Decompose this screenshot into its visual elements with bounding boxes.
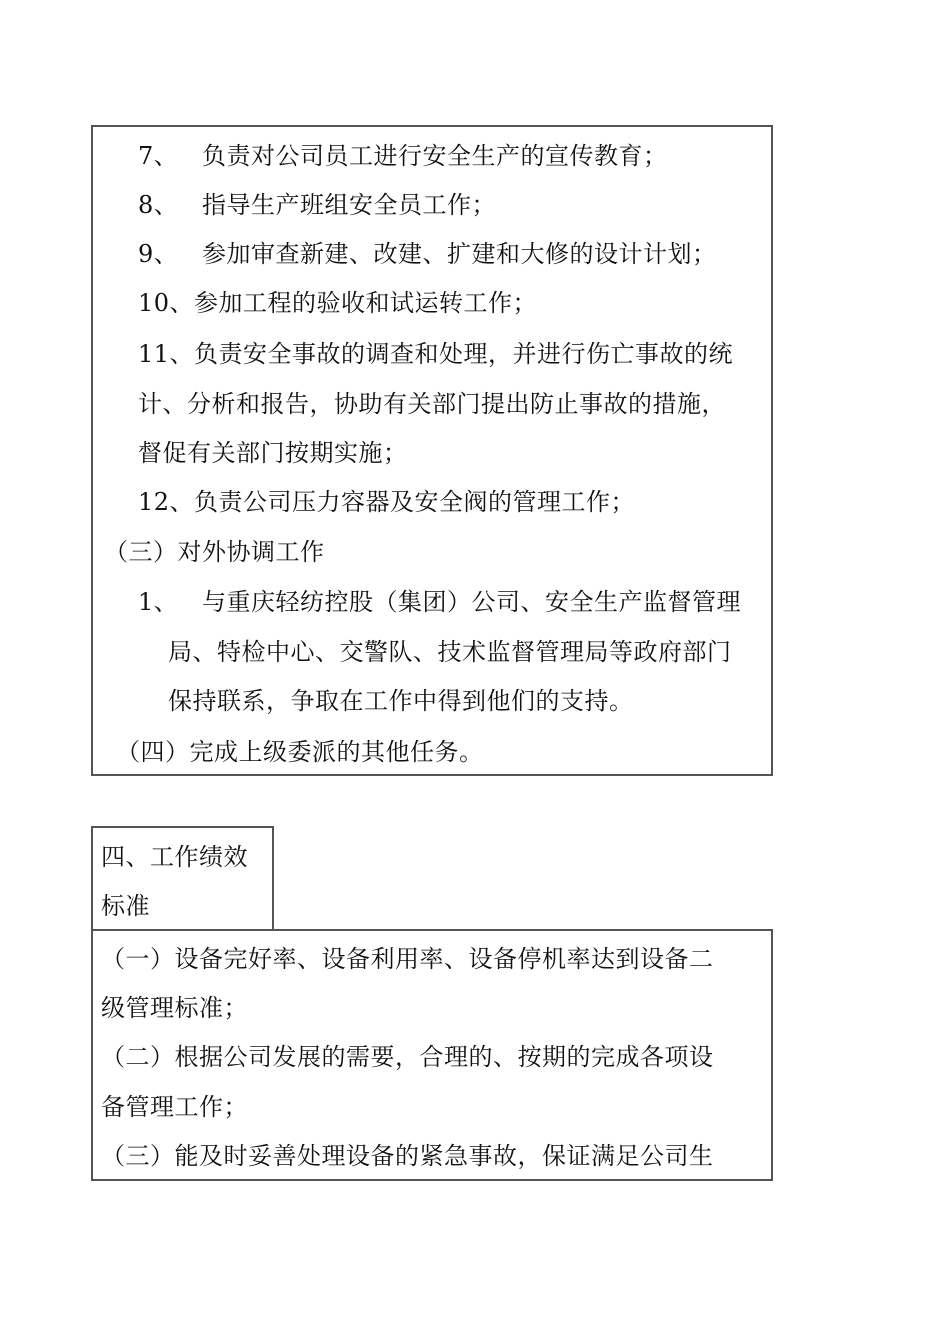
item-text: 指导生产班组安全员工作； — [202, 191, 496, 219]
list-item — [138, 190, 496, 220]
item-number: 9、 — [138, 240, 179, 268]
list-item — [138, 587, 741, 617]
section-heading-line1: 四、工作绩效 — [101, 843, 248, 871]
section-heading-line2: 标准 — [101, 892, 150, 920]
subsection-heading: （三）对外协调工作 — [104, 538, 325, 566]
item-text: 负责对公司员工进行安全生产的宣传教育； — [202, 142, 668, 170]
standard-item-continuation: 级管理标准； — [101, 994, 248, 1022]
list-item-continuation: 计、分析和报告，协助有关部门提出防止事故的措施， — [138, 390, 726, 418]
subsection-heading: （四）完成上级委派的其他任务。 — [116, 738, 484, 766]
list-item — [138, 141, 668, 171]
list-item — [138, 239, 717, 269]
list-item-continuation: 督促有关部门按期实施； — [138, 439, 408, 467]
item-number: 7、 — [138, 142, 179, 170]
list-item: 11、负责安全事故的调查和处理，并进行伤亡事故的统 — [138, 340, 734, 368]
list-item-continuation: 局、特检中心、交警队、技术监督管理局等政府部门 — [168, 638, 732, 666]
item-number: 8、 — [138, 191, 179, 219]
standard-item: （一）设备完好率、设备利用率、设备停机率达到设备二 — [101, 945, 714, 973]
standard-item-continuation: 备管理工作； — [101, 1093, 248, 1121]
item-text: 与重庆轻纺控股（集团）公司、安全生产监督管理 — [202, 588, 741, 616]
list-item: 10、参加工程的验收和试运转工作； — [138, 289, 538, 317]
standard-item: （三）能及时妥善处理设备的紧急事故，保证满足公司生 — [101, 1142, 714, 1170]
item-text: 参加审查新建、改建、扩建和大修的设计计划； — [202, 240, 717, 268]
list-item-continuation: 保持联系，争取在工作中得到他们的支持。 — [168, 687, 634, 715]
standard-item: （二）根据公司发展的需要，合理的、按期的完成各项设 — [101, 1043, 714, 1071]
list-item: 12、负责公司压力容器及安全阀的管理工作； — [138, 488, 636, 516]
item-number: 1、 — [138, 588, 179, 616]
